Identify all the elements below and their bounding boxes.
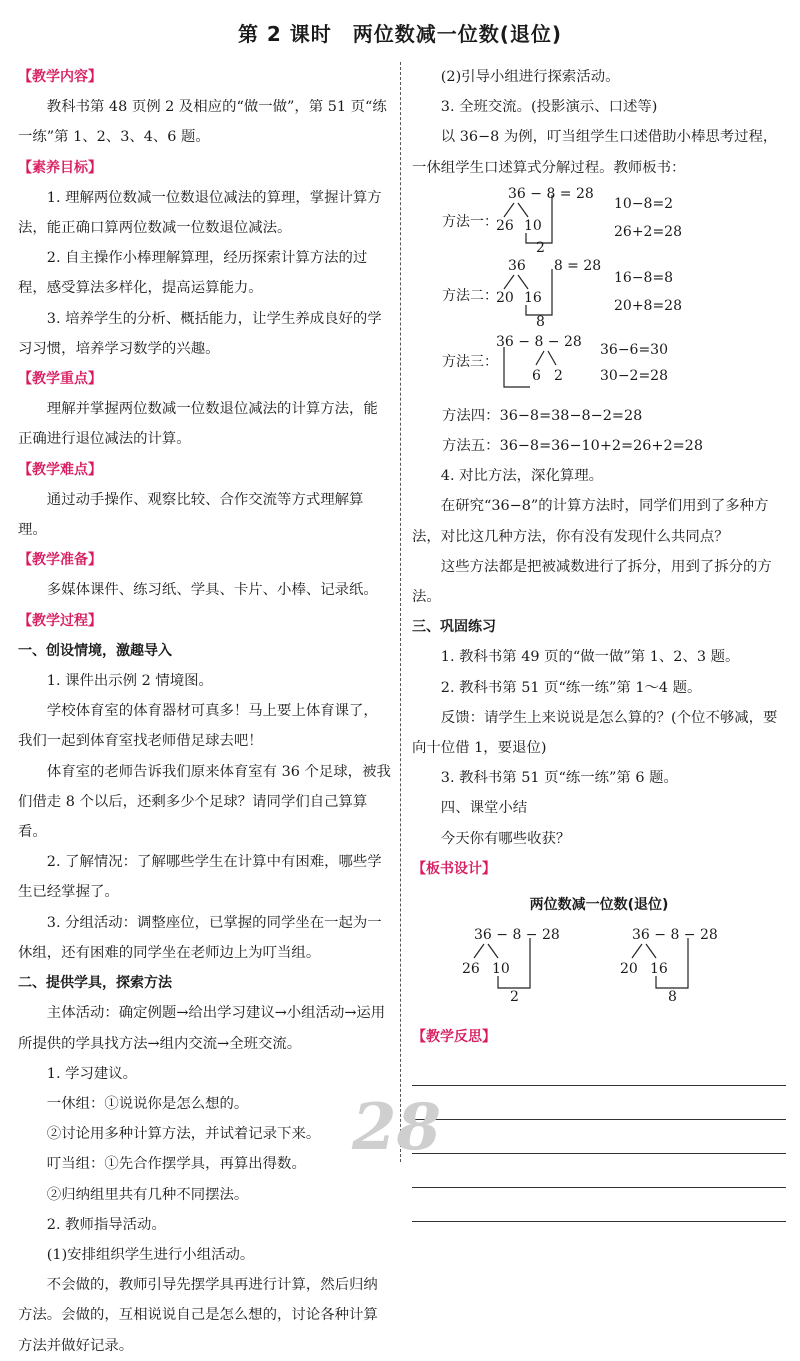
process-line: 今天你有哪些收获？ (440, 830, 571, 847)
process-line: 主体活动：确定例题→给出学习建议→小组活动→运用所提供的学具找方法→组内交流→全班交流。 (18, 1005, 386, 1052)
section-title: 三、巩固练习 (412, 619, 496, 636)
method-diagram (412, 183, 786, 255)
process-line: 3. 分组活动：调整座位，已掌握的同学坐在一起为一休组，还有困难的同学坐在老师边上为叮当组。 (18, 914, 382, 961)
header-process: 【教学过程】 (18, 612, 102, 629)
difficulty-text: 通过动手操作、观察比较、合作交流等方式理解算理。 (18, 491, 364, 539)
split-bottom: 2 (510, 989, 519, 1006)
content-text: 教科书第 48 页例 2 及相应的“做一做”，第 51 页“练一练”第 1、2、3、4、6 题。 (18, 99, 387, 146)
method-step: 20+8=28 (614, 297, 682, 314)
split-left: 6 (532, 367, 541, 384)
method-equation: 36 − 8 = 28 (508, 185, 594, 202)
process-line: 不会做的，教师引导先摆学具再进行计算，然后归纳方法。会做的，互相说说自己是怎么想的，讨论各种计算方法并做好记录。 (18, 1277, 378, 1354)
right-column (412, 62, 786, 1222)
method-label: 方法三： (442, 353, 498, 370)
split-left: 20 (496, 289, 514, 306)
method-step: 16−8=8 (614, 269, 674, 286)
split-right: 10 (492, 961, 510, 978)
key-text: 理解并掌握两位数减一位数退位减法的计算方法，能正确进行退位减法的计算。 (18, 401, 378, 448)
process-line: 1. 学习建议。 (46, 1065, 138, 1082)
header-key: 【教学重点】 (18, 371, 102, 388)
process-line: 这些方法都是把被减数进行了拆分，用到了拆分的方法。 (412, 558, 772, 606)
split-bottom: 8 (668, 989, 677, 1006)
process-line: 3. 全班交流。(投影演示、口述等) (440, 99, 658, 116)
process-line: 3. 教科书第 51 页“练一练”第 6 题。 (440, 770, 678, 787)
writing-line (412, 1154, 786, 1188)
process-line: 2. 了解情况：了解哪些学生在计算中有困难，哪些学生已经掌握了。 (18, 854, 382, 901)
header-prep: 【教学准备】 (18, 552, 102, 569)
process-line: 在研究“36−8”的计算方法时，同学们用到了多种方法，对比这几种方法，你有没有发现什么共同点？ (412, 498, 769, 545)
section-title: 一、创设情境，激趣导入 (18, 642, 172, 659)
header-difficulty: 【教学难点】 (18, 461, 102, 478)
writing-line (412, 1188, 786, 1222)
process-line: 1. 教科书第 49 页的“做一做”第 1、2、3 题。 (440, 649, 740, 666)
method-line: 方法四：36−8=38−8−2=28 (442, 407, 643, 424)
method-label: 方法一： (442, 213, 498, 230)
writing-line (412, 1120, 786, 1154)
board-equation: 36 − 8 − 28 (474, 927, 560, 944)
header-content: 【教学内容】 (18, 69, 102, 85)
process-line: 4. 对比方法，深化算理。 (440, 468, 604, 485)
split-right: 16 (524, 289, 542, 306)
goal-item: 1. 理解两位数减一位数退位减法的算理，掌握计算方法，能正确口算两位数减一位数退位减法。 (18, 189, 382, 237)
header-board: 【板书设计】 (412, 860, 496, 877)
writing-line (412, 1052, 786, 1086)
writing-line (412, 1086, 786, 1120)
process-line: (2)引导小组进行探索活动。 (440, 69, 620, 85)
goal-item: 3. 培养学生的分析、概括能力，让学生养成良好的学习习惯，培养学习数学的兴趣。 (18, 310, 382, 357)
column-divider (400, 62, 401, 1162)
process-line: 1. 课件出示例 2 情境图。 (46, 673, 213, 690)
process-line: ②归纳组里共有几种不同摆法。 (46, 1186, 249, 1203)
process-line: 2. 教师指导活动。 (46, 1216, 166, 1233)
process-line: 以 36−8 为例，叮当组学生口述借助小棒思考过程，一休组学生口述算式分解过程。教师板书： (412, 129, 778, 176)
split-left: 20 (620, 961, 638, 978)
section-title: 二、提供学具，探索方法 (18, 975, 172, 992)
process-line: 叮当组：①先合作摆学具，再算出得数。 (46, 1156, 306, 1173)
left-column (18, 62, 392, 1361)
method-equation: 36 − 8 − 28 (496, 333, 582, 350)
method-equation: 36 8 = 28 (508, 257, 602, 274)
goal-item: 2. 自主操作小棒理解算理，经历探索计算方法的过程，感受算法多样化，提高运算能力。 (18, 250, 368, 297)
header-goals: 【素养目标】 (18, 159, 102, 176)
page-title: 第 2 课时 两位数减一位数(退位) (237, 22, 563, 46)
method-step: 26+2=28 (614, 223, 682, 240)
process-line: 体育室的老师告诉我们原来体育室有 36 个足球，被我们借走 8 个以后，还剩多少个足球？请同学们自己算算看。 (18, 763, 391, 841)
process-line: (1)安排组织学生进行小组活动。 (46, 1246, 255, 1263)
process-line: 四、课堂小结 (440, 800, 528, 817)
method-label: 方法二： (442, 287, 498, 304)
split-left: 26 (462, 961, 480, 978)
process-line: ②讨论用多种计算方法，并试着记录下来。 (46, 1126, 321, 1143)
split-right: 10 (524, 217, 542, 234)
method-step: 10−8=2 (614, 195, 674, 212)
split-right: 2 (554, 367, 563, 384)
board-title: 两位数减一位数(退位) (529, 897, 669, 914)
method-diagram (412, 331, 786, 401)
board-equation: 36 − 8 − 28 (632, 927, 718, 944)
prep-text: 多媒体课件、练习纸、学具、卡片、小棒、记录纸。 (46, 582, 378, 599)
split-bottom: 2 (536, 239, 545, 256)
process-line: 一休组：①说说你是怎么想的。 (46, 1095, 249, 1112)
page-number: 28 (352, 1090, 442, 1165)
split-left: 26 (496, 217, 514, 234)
method-step: 36−6=30 (600, 341, 668, 358)
method-step: 30−2=28 (600, 367, 668, 384)
header-reflection: 【教学反思】 (412, 1029, 496, 1046)
process-line: 学校体育室的体育器材可真多！马上要上体育课了，我们一起到体育室找老师借足球去吧！ (18, 703, 378, 750)
method-line: 方法五：36−8=36−10+2=26+2=28 (442, 438, 703, 455)
process-line: 2. 教科书第 51 页“练一练”第 1～4 题。 (440, 679, 702, 696)
split-right: 16 (650, 961, 668, 978)
split-bottom: 8 (536, 313, 545, 330)
method-diagram (412, 255, 786, 331)
reflection-lines (412, 1052, 786, 1222)
board-diagram (412, 924, 786, 1010)
process-line: 反馈：请学生上来说说是怎么算的？(个位不够减，要向十位借 1，要退位) (412, 709, 778, 757)
